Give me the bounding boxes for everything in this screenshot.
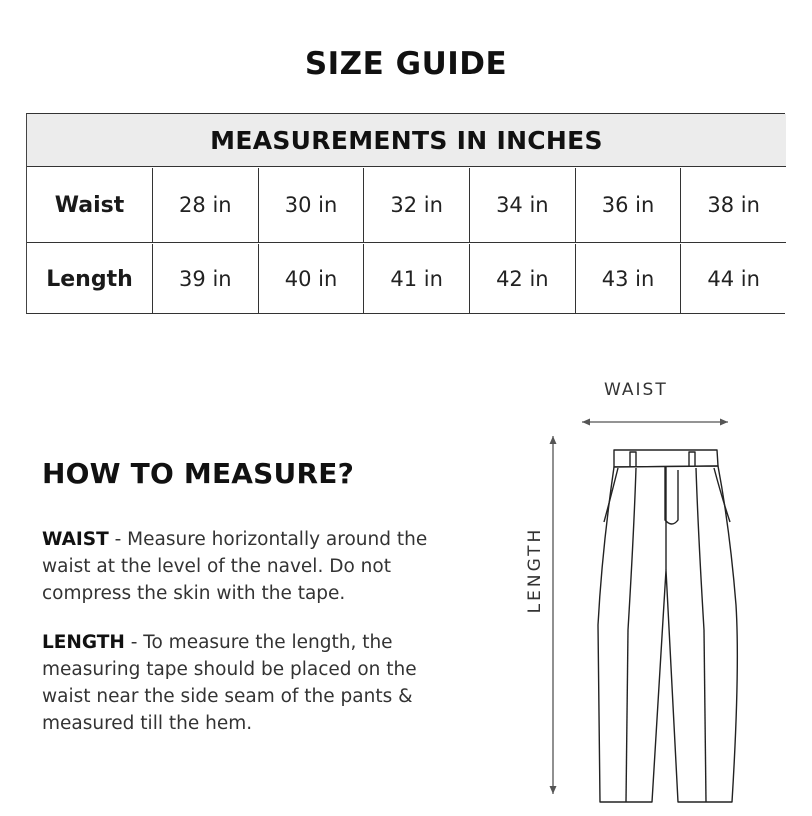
table-cell: 43 in	[575, 244, 681, 314]
waist-instruction-text: - Measure horizontally around the waist at the level of the navel. Do not compress the skin with the tape.	[42, 529, 428, 604]
length-diagram-label: LENGTH	[525, 526, 545, 614]
table-cell: 38 in	[680, 168, 786, 242]
how-to-measure-heading: HOW TO MEASURE?	[42, 457, 355, 490]
table-cell: 34 in	[469, 168, 575, 242]
row-label-waist: Waist	[54, 192, 125, 218]
size-table	[26, 113, 785, 314]
table-cell: 28 in	[152, 168, 258, 242]
table-cell: 41 in	[363, 244, 469, 314]
trousers-icon	[500, 370, 800, 810]
table-cell: 40 in	[258, 244, 364, 314]
page-title: SIZE GUIDE	[304, 46, 508, 82]
waist-instruction	[42, 526, 452, 607]
table-cell: 39 in	[152, 244, 258, 314]
waist-instruction-label: WAIST	[42, 529, 109, 550]
length-instruction-label: LENGTH	[42, 632, 125, 653]
table-cell: 36 in	[575, 168, 681, 242]
table-header: MEASUREMENTS IN INCHES	[27, 114, 786, 167]
length-instruction-text: - To measure the length, the measuring tape should be placed on the waist near the side seam of the pants & measured till the hem.	[42, 632, 417, 734]
waist-diagram-label: WAIST	[604, 380, 668, 400]
table-row-length	[27, 244, 786, 314]
row-label-length: Length	[46, 266, 133, 292]
measurement-diagram	[500, 370, 800, 810]
table-cell: 30 in	[258, 168, 364, 242]
table-cell: 44 in	[680, 244, 786, 314]
table-cell: 42 in	[469, 244, 575, 314]
table-row-waist	[27, 168, 786, 243]
table-cell: 32 in	[363, 168, 469, 242]
length-instruction	[42, 629, 452, 737]
